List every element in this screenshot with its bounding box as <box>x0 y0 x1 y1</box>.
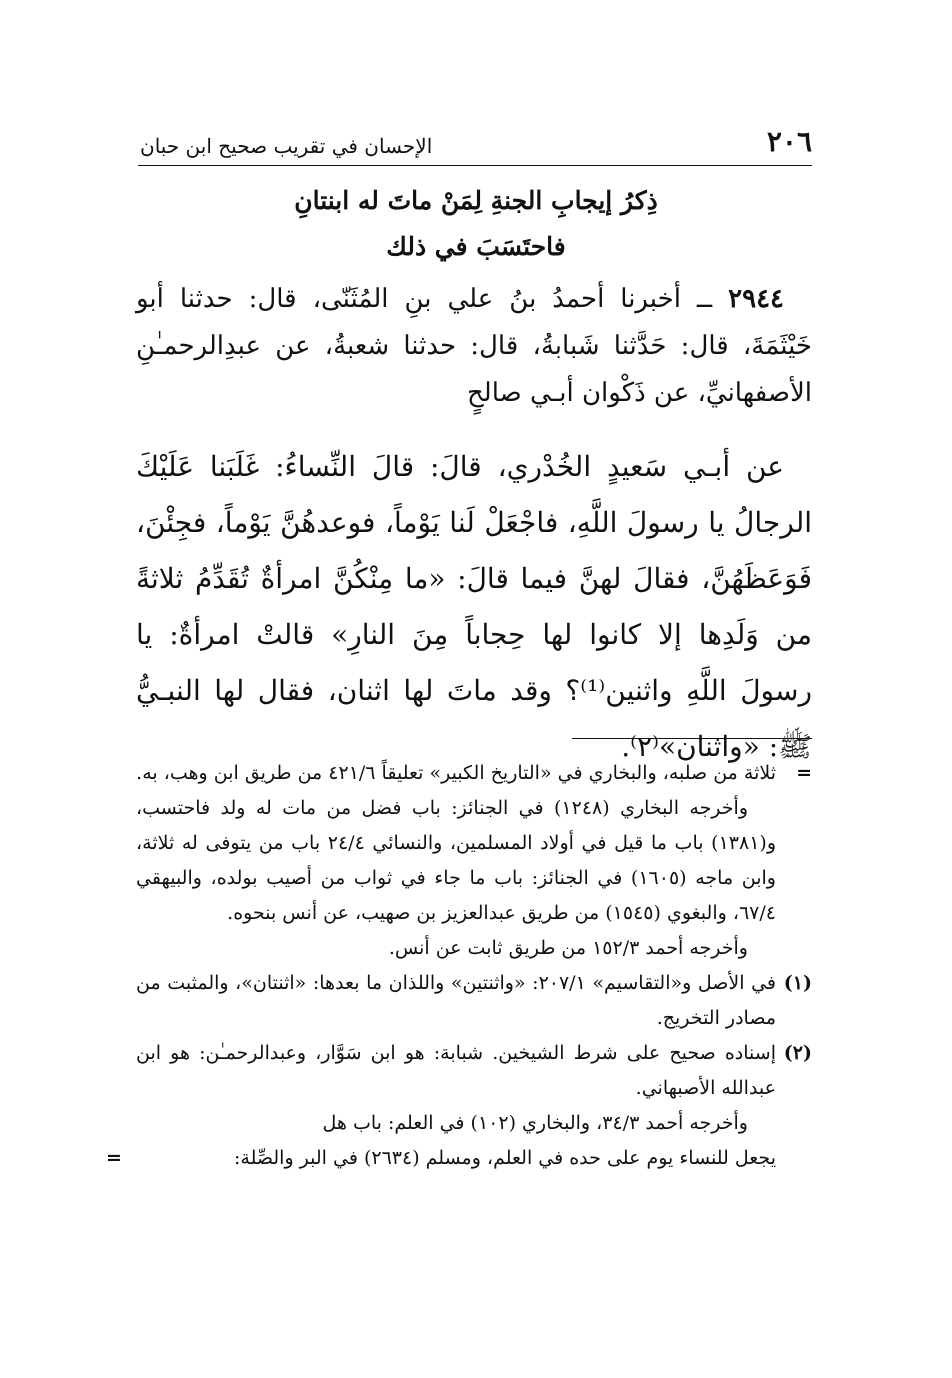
footnote-divider <box>572 738 812 739</box>
chapter-heading-line-1: ذِكرُ إيجابِ الجنةِ لِمَنْ ماتَ له ابنتانِ <box>294 186 658 215</box>
footnote-2-text: إسناده صحيح على شرط الشيخين. شبابة: هو ابن سَوَّار، وعبدالرحمـٰن: هو ابن عبدالله الأصبهاني. <box>136 1042 776 1099</box>
footnote-1-text: في الأصل و«التقاسيم» ٢٠٧/١: «واثنتين» واللذان ما بعدها: «اثنتان»، والمثبت من مصادر التخريج. <box>136 972 776 1029</box>
footnote-1 <box>136 966 812 1036</box>
continues-next-page-marker: = <box>106 1147 122 1169</box>
header-divider <box>138 165 812 166</box>
footnote-continuation <box>136 756 812 791</box>
footnote-2-paragraph-last-text: يجعل للنساء يوم على حده في العلم، ومسلم (٢٦٣٤) في البر والصِّلة: <box>234 1147 776 1169</box>
hadith-isnad-paragraph <box>136 276 812 417</box>
book-title: الإحسان في تقريب صحيح ابن حبان <box>140 134 433 158</box>
continuation-marker: = <box>796 762 812 784</box>
footnote-paragraph-bukhari: وأخرجه البخاري (١٢٤٨) في الجنائز: باب فضل من مات له ولد فاحتسب، و(١٣٨١) باب ما قيل في أولاد المسلمين، والنسائي ٢٤/٤ باب من يتوفى له ثلاثة، وابن ماجه (١٦٠٥) في الجنائز: باب ما جاء في ثواب من أصيب بولده، والبيهقي ٦٧/٤، والبغوي (١٥٤٥) من طريق عبدالعزيز بن صهيب، عن أنس بنحوه. <box>136 797 776 924</box>
hadith-matn: عن أبـي سَعيدٍ الخُدْري، قالَ: قالَ النِّساءُ: غَلَبَنا عَلَيْكَ الرجالُ يا رسولَ اللَّهِ، فاجْعَلْ لَنا يَوْماً، فوعدهُنَّ يَوْماً، فجِئْنَ، فَوَعَظَهُنَّ، فقالَ لهنَّ فيما قالَ: «ما مِنْكُنَّ امرأةٌ تُقَدِّمُ ثلاثةً من وَلَدِها إلا كانوا لها حِجاباً مِنَ النارِ» قالتْ امرأةٌ: يا رسولَ اللَّهِ واثنين⁽¹⁾؟ وقد ماتَ لها اثنان، فقال لها النبـيُّ ﷺ: «واثنان»⁽٢⁾. <box>136 450 813 763</box>
chapter-heading <box>140 178 812 270</box>
page-number: ٢٠٦ <box>766 125 812 158</box>
continuation-text: ثلاثة من صلبه، والبخاري في «التاريخ الكبير» تعليقاً ٤٢١/٦ من طريق ابن وهب، به. <box>136 762 776 784</box>
footnote-2-paragraph-first-line: وأخرجه أحمد ٣٤/٣، والبخاري (١٠٢) في العلم: باب هل <box>322 1112 748 1134</box>
hadith-text <box>136 276 812 775</box>
page-header <box>140 118 812 158</box>
footnote-paragraph-ahmad: وأخرجه أحمد ١٥٢/٣ من طريق ثابت عن أنس. <box>388 937 748 959</box>
footnote-2-paragraph-last-line <box>106 1141 812 1176</box>
footnotes <box>106 756 812 1176</box>
hadith-isnad: ــ أخبرنا أحمدُ بنُ علي بنِ المُثَنّى، قال: حدثنا أبو خَيْثَمَةَ، قال: حَدَّثنا شَبابةُ، قال: حدثنا شعبةُ، عن عبدِالرحمـٰنِ الأصفهانيِّ، عن ذَكْوان أبـي صالحٍ <box>136 284 812 408</box>
footnote-1-marker: (١) <box>783 972 812 994</box>
footnote-2-marker: (٢) <box>783 1042 812 1064</box>
chapter-heading-line-2: فاحتَسَبَ في ذلك <box>386 232 566 261</box>
hadith-number: ٢٩٤٤ <box>728 284 785 314</box>
footnote-2 <box>136 1036 812 1106</box>
